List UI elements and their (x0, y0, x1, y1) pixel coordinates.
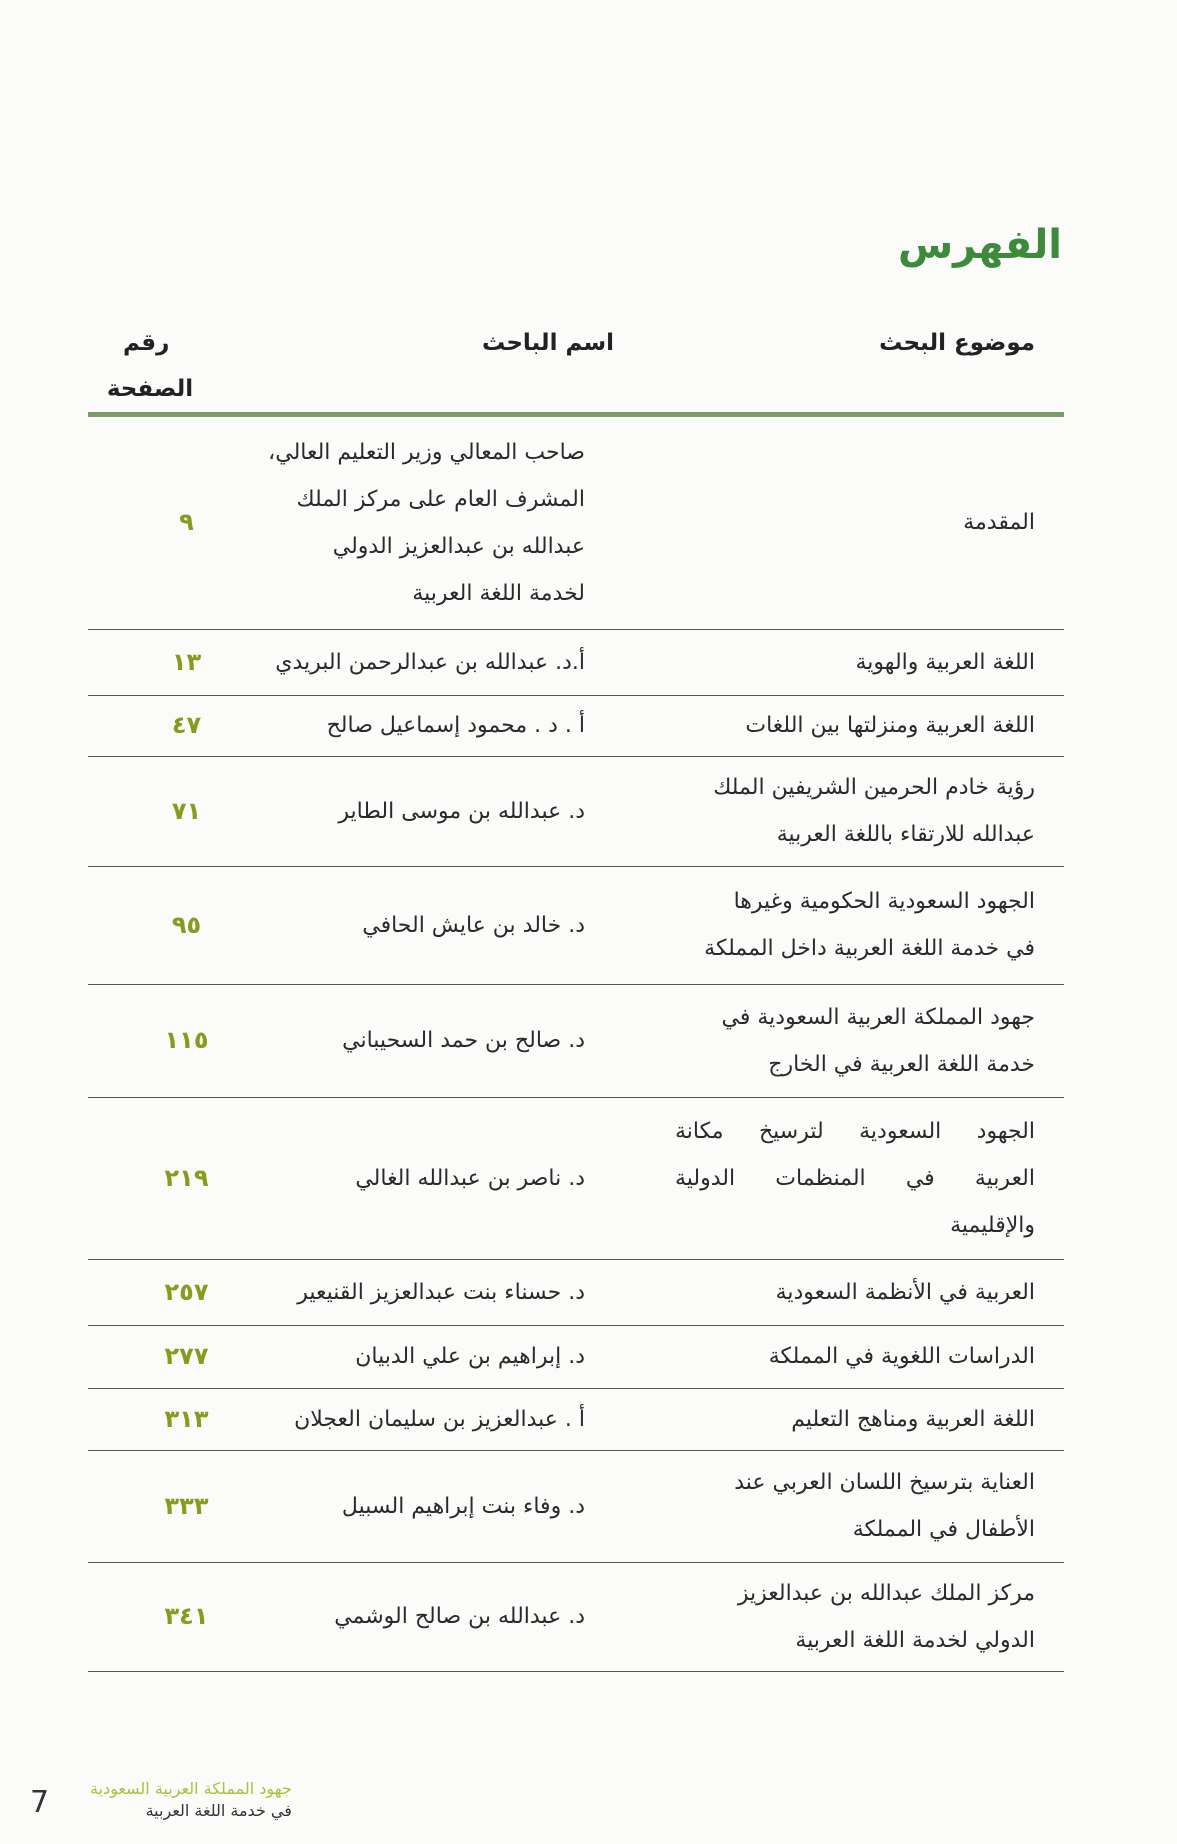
toc-author-line: صاحب المعالي وزير التعليم العالي، (268, 439, 585, 465)
toc-row (88, 1388, 1064, 1450)
toc-page-number: ٣٤١ (88, 1562, 245, 1671)
toc-row (88, 629, 1064, 695)
toc-topic-line: خدمة اللغة العربية في الخارج (768, 1051, 1035, 1077)
toc-topic (605, 866, 1064, 984)
toc-topic-line: في خدمة اللغة العربية داخل المملكة (704, 936, 1035, 961)
page-number: 7 (30, 1785, 50, 1820)
toc-author (245, 756, 605, 866)
toc-author-line: د. حسناء بنت عبدالعزيز القنيعير (297, 1279, 585, 1305)
header-page-line1: رقم (123, 330, 170, 356)
header-page-line2: الصفحة (106, 376, 194, 402)
toc-page-number: ٩٥ (88, 866, 245, 984)
toc-topic (605, 1562, 1064, 1671)
toc-topic (605, 1097, 1064, 1259)
toc-author (245, 1325, 605, 1388)
toc-topic-line: الأطفال في المملكة (852, 1517, 1035, 1542)
toc-row (88, 695, 1064, 756)
toc-page-number: ٢٥٧ (88, 1259, 245, 1325)
toc-author (245, 1097, 605, 1259)
header-topic: موضوع البحث (879, 330, 1035, 356)
page-title: الفهرس (897, 222, 1062, 268)
toc-author (245, 1450, 605, 1562)
header-author: اسم الباحث (481, 330, 614, 356)
toc-page-number: ٢١٩ (88, 1097, 245, 1259)
toc-topic-line: الدولي لخدمة اللغة العربية (795, 1627, 1035, 1653)
footer-line1: جهود المملكة العربية السعودية (90, 1779, 292, 1798)
toc-page-number: ٧١ (88, 756, 245, 866)
toc-author-line: د. إبراهيم بن علي الدبيان (355, 1344, 585, 1369)
toc-author-line: المشرف العام على مركز الملك (296, 486, 585, 512)
toc-author-line: د. عبدالله بن موسى الطاير (338, 798, 585, 824)
toc-topic-line: العربية في المنظمات الدولية (675, 1165, 1035, 1191)
toc-page-number: ٢٧٧ (88, 1325, 245, 1388)
toc-author-line: أ.د. عبدالله بن عبدالرحمن البريدي (275, 649, 585, 675)
toc-topic-line: عبدالله للارتقاء باللغة العربية (776, 822, 1035, 847)
toc-author-line: د. صالح بن حمد السحيباني (342, 1028, 585, 1053)
toc-topic (605, 629, 1064, 695)
toc-page-number: ١٣ (88, 629, 245, 695)
toc-page-number: ٣٣٣ (88, 1450, 245, 1562)
toc-row (88, 756, 1064, 866)
toc-topic-line: مركز الملك عبدالله بن عبدالعزيز (737, 1580, 1035, 1606)
toc-author-line: د. خالد بن عايش الحافي (362, 912, 585, 938)
toc-table (88, 417, 1064, 1672)
toc-topic (605, 417, 1064, 629)
toc-topic (605, 984, 1064, 1097)
toc-author (245, 417, 605, 629)
toc-author (245, 1562, 605, 1671)
toc-row (88, 1259, 1064, 1325)
toc-page-number: ٤٧ (88, 695, 245, 756)
toc-topic (605, 1450, 1064, 1562)
toc-topic-line: المقدمة (963, 510, 1035, 536)
toc-row (88, 1097, 1064, 1259)
toc-topic-line: العربية في الأنظمة السعودية (775, 1279, 1035, 1305)
toc-topic (605, 695, 1064, 756)
toc-author (245, 629, 605, 695)
toc-author-line: أ . د . محمود إسماعيل صالح (326, 713, 585, 738)
toc-author (245, 1259, 605, 1325)
toc-topic (605, 1325, 1064, 1388)
toc-author (245, 984, 605, 1097)
toc-author (245, 1388, 605, 1450)
toc-topic-line: رؤية خادم الحرمين الشريفين الملك (713, 775, 1035, 800)
toc-topic-line: اللغة العربية والهوية (855, 649, 1035, 675)
toc-author-line: أ . عبدالعزيز بن سليمان العجلان (294, 1406, 585, 1432)
footer-line2: في خدمة اللغة العربية (145, 1801, 292, 1820)
toc-row (88, 1450, 1064, 1562)
toc-row (88, 417, 1064, 629)
toc-row (88, 866, 1064, 984)
toc-page-number: ٩ (88, 417, 245, 629)
toc-topic-line: جهود المملكة العربية السعودية في (721, 1004, 1035, 1030)
toc-topic-line: اللغة العربية ومناهج التعليم (791, 1406, 1035, 1432)
toc-page-number: ٣١٣ (88, 1388, 245, 1450)
toc-topic-line: الدراسات اللغوية في المملكة (768, 1344, 1035, 1369)
header-page (95, 320, 205, 412)
toc-topic (605, 756, 1064, 866)
toc-author-line: د. ناصر بن عبدالله الغالي (355, 1165, 585, 1191)
toc-topic (605, 1388, 1064, 1450)
toc-author (245, 866, 605, 984)
toc-topic (605, 1259, 1064, 1325)
toc-author (245, 695, 605, 756)
toc-author-line: د. عبدالله بن صالح الوشمي (334, 1604, 585, 1629)
toc-author-line: د. وفاء بنت إبراهيم السبيل (341, 1493, 585, 1519)
toc-topic-line: الجهود السعودية الحكومية وغيرها (733, 889, 1035, 914)
footer (90, 1778, 292, 1822)
toc-row (88, 984, 1064, 1097)
toc-topic-line: العناية بترسيخ اللسان العربي عند (734, 1470, 1035, 1495)
toc-topic-line: الجهود السعودية لترسيخ مكانة (675, 1118, 1035, 1144)
toc-topic-line: والإقليمية (950, 1212, 1035, 1238)
toc-row (88, 1562, 1064, 1671)
toc-author-line: عبدالله بن عبدالعزيز الدولي (332, 533, 585, 559)
toc-page-number: ١١٥ (88, 984, 245, 1097)
toc-topic-line: اللغة العربية ومنزلتها بين اللغات (745, 713, 1035, 738)
toc-author-line: لخدمة اللغة العربية (412, 580, 585, 606)
toc-row (88, 1325, 1064, 1388)
